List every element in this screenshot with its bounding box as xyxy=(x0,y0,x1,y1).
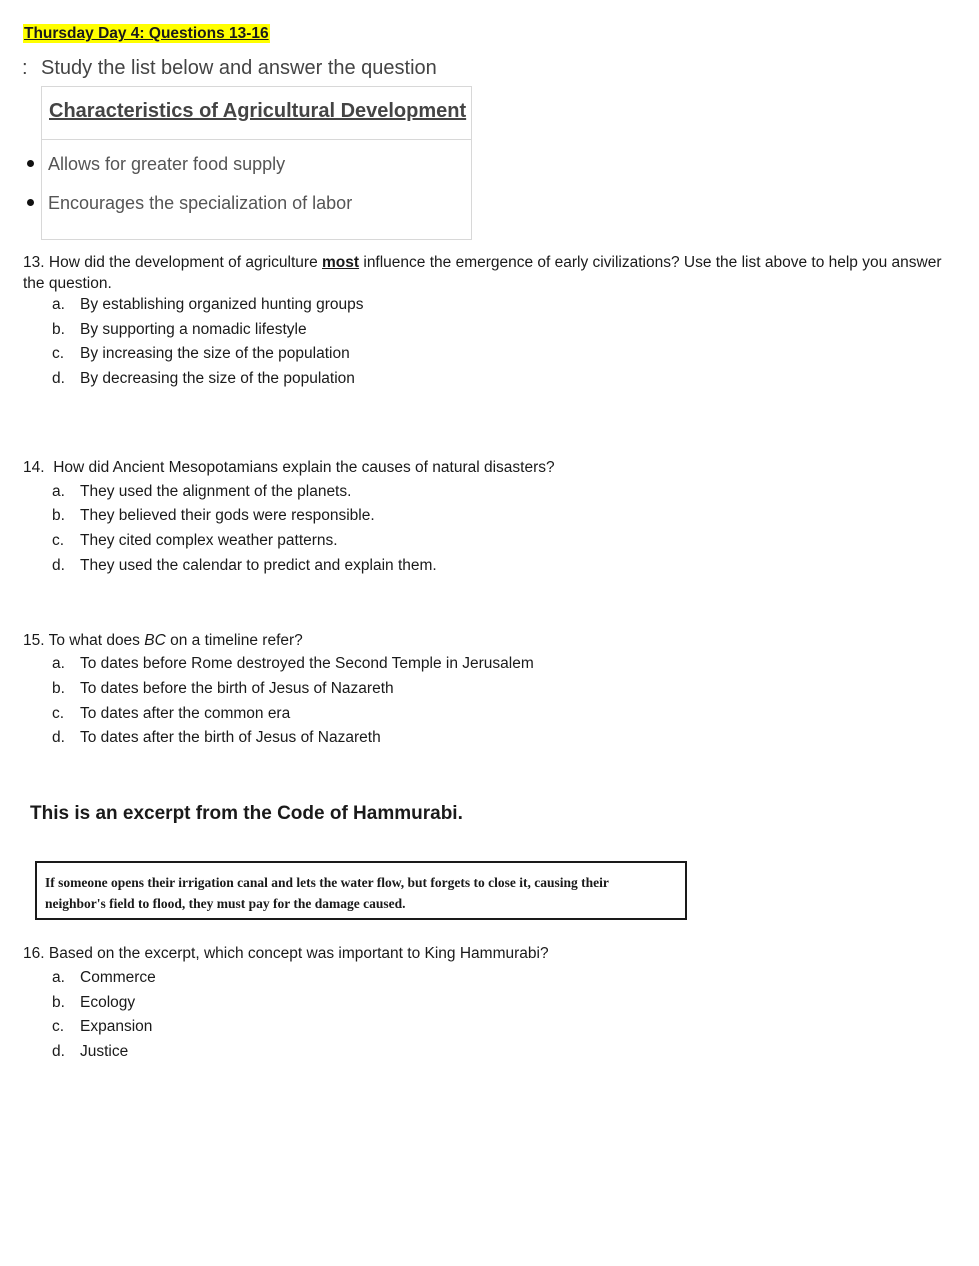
option-text: By decreasing the size of the population xyxy=(80,370,355,387)
option-text: To dates after the birth of Jesus of Nazareth xyxy=(80,729,381,746)
option-text: Expansion xyxy=(80,1018,153,1035)
option-letter: a. xyxy=(52,296,65,313)
option-letter: a. xyxy=(52,483,65,500)
option-letter: d. xyxy=(52,557,65,574)
option-letter: c. xyxy=(52,345,65,362)
page-title: Thursday Day 4: Questions 13-16 xyxy=(24,25,269,42)
excerpt-line: If someone opens their irrigation canal and lets the water flow, but forgets to close it, causing their xyxy=(45,875,609,890)
question-14-stem xyxy=(23,457,555,478)
option-letter: d. xyxy=(52,1043,65,1060)
option-text: Justice xyxy=(80,1043,129,1060)
option-text: They cited complex weather patterns. xyxy=(80,532,338,549)
option-letter: d. xyxy=(52,729,65,746)
instruction-colon: : xyxy=(22,57,28,79)
question-16-stem xyxy=(23,943,549,964)
option-letter: d. xyxy=(52,370,65,387)
question-15-stem xyxy=(23,630,303,651)
option-letter: b. xyxy=(52,321,65,338)
option-letter: b. xyxy=(52,994,65,1011)
instruction xyxy=(22,55,437,81)
excerpt-line: neighbor's field to flood, they must pay for the damage caused. xyxy=(45,896,406,911)
option-text: To dates after the common era xyxy=(80,705,291,722)
characteristics-title: Characteristics of Agricultural Development xyxy=(49,100,467,122)
excerpt-box xyxy=(35,861,687,920)
option-text: By supporting a nomadic lifestyle xyxy=(80,321,307,338)
option-letter: a. xyxy=(52,655,65,672)
question-text-after: influence the emergence of early civilizations? Use the list above to help you answer the question. xyxy=(23,254,942,292)
option-letter: c. xyxy=(52,1018,65,1035)
question-emphasis: BC xyxy=(144,632,166,649)
bullet-icon xyxy=(27,160,34,167)
characteristic-item: Encourages the specialization of labor xyxy=(48,193,353,213)
question-number: 14. xyxy=(23,459,45,476)
question-13-stem xyxy=(23,252,948,294)
characteristic-item: Allows for greater food supply xyxy=(48,154,286,174)
question-text-after: on a timeline refer? xyxy=(165,632,303,649)
option-letter: b. xyxy=(52,507,65,524)
question-number: 15. xyxy=(23,632,45,649)
option-letter: c. xyxy=(52,532,65,549)
question-number: 16. xyxy=(23,945,45,962)
option-text: By establishing organized hunting groups xyxy=(80,296,364,313)
question-text-before: How did the development of agriculture xyxy=(48,254,323,271)
option-text: By increasing the size of the population xyxy=(80,345,350,362)
option-text: Ecology xyxy=(80,994,136,1011)
option-text: They used the calendar to predict and explain them. xyxy=(80,557,437,574)
bullet-icon xyxy=(27,199,34,206)
question-emphasis: most xyxy=(322,254,360,271)
question-text: How did Ancient Mesopotamians explain the causes of natural disasters? xyxy=(53,459,555,476)
question-number: 13. xyxy=(23,254,45,271)
excerpt-intro: This is an excerpt from the Code of Hammurabi. xyxy=(30,803,463,824)
option-letter: b. xyxy=(52,680,65,697)
option-letter: a. xyxy=(52,969,65,986)
instruction-text: Study the list below and answer the question xyxy=(41,57,437,79)
option-text: To dates before Rome destroyed the Second Temple in Jerusalem xyxy=(80,655,534,672)
option-letter: c. xyxy=(52,705,65,722)
option-text: Commerce xyxy=(80,969,156,986)
option-text: To dates before the birth of Jesus of Nazareth xyxy=(80,680,394,697)
characteristics-title-row xyxy=(42,87,471,140)
option-text: They believed their gods were responsible. xyxy=(80,507,375,524)
question-text-before: To what does xyxy=(48,632,145,649)
question-text: Based on the excerpt, which concept was important to King Hammurabi? xyxy=(48,945,549,962)
option-text: They used the alignment of the planets. xyxy=(80,483,352,500)
